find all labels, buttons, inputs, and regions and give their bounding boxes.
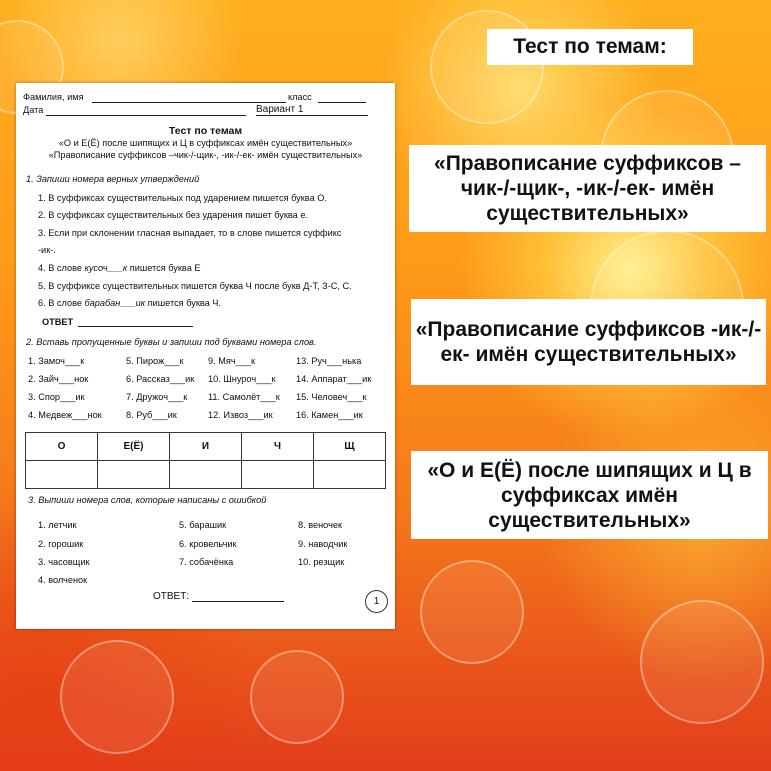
task1-item-6-start: 6. В слове: [38, 298, 82, 308]
word-item: 2. Зайч___нок: [28, 374, 89, 384]
grid-answer-cell[interactable]: [242, 461, 314, 489]
word-item: 2. горошик: [38, 539, 84, 549]
background-bubble: [420, 560, 524, 664]
word-item: 8. веночек: [298, 520, 342, 530]
grid-answer-cell[interactable]: [314, 461, 386, 489]
topic-1: «Правописание суффиксов – чик-/-щик-, -ик-/-ек- имён существительных»: [409, 145, 766, 232]
page-heading: Тест по темам:: [487, 29, 693, 65]
word-item: 15. Человеч___к: [296, 392, 367, 402]
task1-item-3: 3. Если при склонении гласная выпадает, то в слове пишется суффикс: [38, 228, 342, 238]
task1-answer-label: ОТВЕТ: [42, 317, 74, 327]
grid-header-cell: Щ: [314, 433, 386, 461]
date-line: [46, 115, 246, 116]
class-label: класс: [288, 92, 312, 102]
word-item: 7. Дружоч___к: [126, 392, 188, 402]
grid-header-cell: О: [26, 433, 98, 461]
word-item: 6. Рассказ___ик: [126, 374, 195, 384]
page-number: 1: [365, 590, 388, 613]
background-bubble: [250, 650, 344, 744]
sheet-title: Тест по темам: [168, 125, 243, 137]
topic-3: «О и Е(Ё) после шипящих и Ц в суффиксах имён существительных»: [411, 451, 768, 539]
word-item: 7. собачёнка: [179, 557, 234, 567]
word-item: 3. часовщик: [38, 557, 90, 567]
task1-item-6-word: барабан___ик: [84, 298, 146, 308]
task1-item-6: [38, 298, 221, 308]
task1-item-2: 2. В суффиксах существительных без ударения пишет буква е.: [38, 210, 309, 220]
task1-item-1: 1. В суффиксах существительных под ударением пишется буква О.: [38, 193, 327, 203]
word-item: 4. Медвеж___нок: [28, 410, 102, 420]
background-bubble: [430, 10, 544, 124]
background-bubble: [60, 640, 174, 754]
variant-line: [256, 115, 368, 116]
grid-header-cell: И: [170, 433, 242, 461]
word-item: 14. Аппарат___ик: [296, 374, 372, 384]
word-item: 10. Шнуроч___к: [208, 374, 276, 384]
word-item: 4. волченок: [38, 575, 88, 585]
task3-title: 3. Выпиши номера слов, которые написаны с ошибкой: [28, 495, 267, 505]
grid-header-cell: Е(Ё): [98, 433, 170, 461]
worksheet: [16, 83, 395, 629]
variant-label: Вариант 1: [256, 104, 304, 115]
sheet-subtitle-2: «Правописание суффиксов –чик-/-щик-, -ик-/-ек- имён существительных»: [48, 150, 363, 160]
task3-answer-line[interactable]: [192, 601, 284, 602]
grid-header-cell: Ч: [242, 433, 314, 461]
word-item: 9. наводчик: [298, 539, 348, 549]
grid-header-row: [26, 433, 386, 461]
task2-title: 2. Вставь пропущенные буквы и запиши под буквами номера слов.: [26, 337, 317, 347]
answer-grid: [25, 432, 386, 489]
task3-answer-label: ОТВЕТ:: [153, 591, 190, 602]
word-item: 6. кровельчик: [179, 539, 237, 549]
task1-item-4: [38, 263, 200, 273]
topic-2: «Правописание суффиксов -ик-/-ек- имён существительных»: [411, 299, 766, 385]
sheet-subtitle-1: «О и Е(Ё) после шипящих и Ц в суффиксах имён существительных»: [58, 138, 353, 148]
word-item: 9. Мяч___к: [208, 356, 255, 366]
word-item: 3. Спор___ик: [28, 392, 85, 402]
class-line: [318, 102, 366, 103]
task1-item-6-end: пишется буква Ч.: [147, 298, 221, 308]
word-item: 12. Извоз___ик: [208, 410, 273, 420]
grid-answer-cell[interactable]: [98, 461, 170, 489]
task1-answer-line[interactable]: [78, 326, 193, 327]
word-item: 1. Замоч___к: [28, 356, 85, 366]
background-bubble: [640, 600, 764, 724]
task1-item-3-cont: -ик-.: [38, 245, 56, 255]
date-label: Дата: [23, 105, 44, 115]
word-item: 10. резщик: [298, 557, 345, 567]
grid-answer-row: [26, 461, 386, 489]
word-item: 11. Самолёт___к: [208, 392, 280, 402]
word-item: 16. Камен___ик: [296, 410, 363, 420]
word-item: 5. барашик: [179, 520, 227, 530]
name-line: [92, 102, 286, 103]
word-item: 13. Руч___нька: [296, 356, 362, 366]
task1-item-5: 5. В суффиксе существительных пишется буква Ч после букв Д-Т, З-С, С.: [38, 281, 352, 291]
word-item: 5. Пирож___к: [126, 356, 184, 366]
word-item: 8. Руб___ик: [126, 410, 177, 420]
task1-item-4-word: кусоч___к: [84, 263, 128, 273]
grid-answer-cell[interactable]: [170, 461, 242, 489]
task1-item-4-end: пишется буква Е: [129, 263, 201, 273]
grid-answer-cell[interactable]: [26, 461, 98, 489]
word-item: 1. летчик: [38, 520, 77, 530]
task1-title: 1. Запиши номера верных утверждений: [26, 174, 200, 184]
task1-item-4-start: 4. В слове: [38, 263, 82, 273]
name-label: Фамилия, имя: [23, 92, 84, 102]
